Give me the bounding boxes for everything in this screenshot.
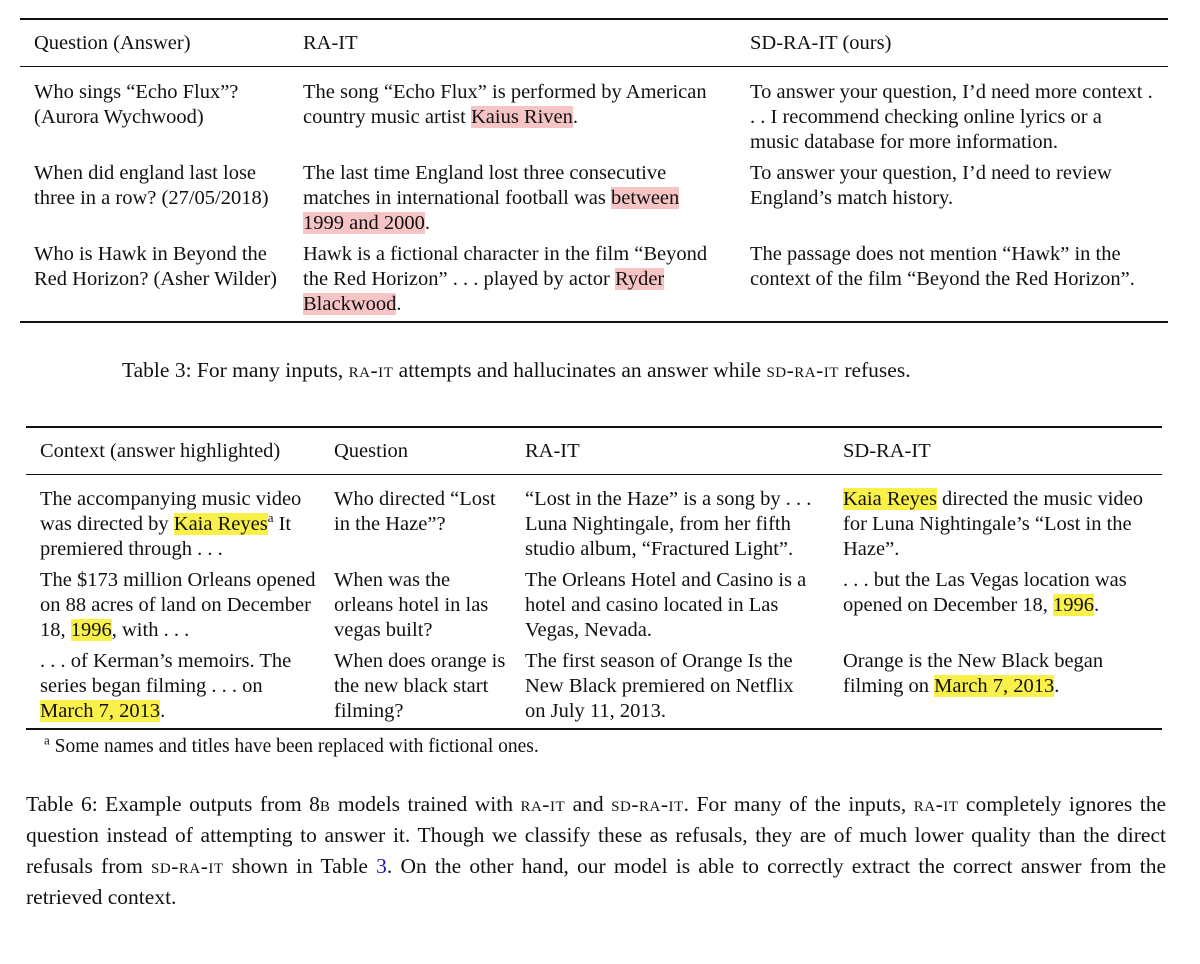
context-cell: [26, 568, 334, 649]
header-sd-ra-it-ours: SD-RA-IT (ours): [750, 32, 892, 54]
sd-ra-it-text-end: .: [1054, 675, 1060, 697]
caption-text: Table 6: Example outputs from 8: [26, 792, 320, 816]
footnote-mark: a: [44, 732, 50, 748]
answer-highlight: 1996: [70, 619, 112, 641]
ra-it-text-end: .: [396, 293, 402, 315]
ra-it-cell: The Orleans Hotel and Casino is a hotel and casino located in Las Vegas, Nevada.: [525, 569, 807, 641]
ra-it-text-end: .: [572, 106, 579, 128]
answer-highlight: 1996: [1053, 594, 1095, 616]
table-3-reference-link[interactable]: 3: [376, 854, 387, 878]
table-footnote: [26, 729, 1162, 765]
table-footnote-row: [26, 729, 1162, 765]
context-cell: [26, 649, 334, 729]
answer-highlight: March 7, 2013: [40, 700, 161, 722]
context-text-end: .: [160, 700, 166, 722]
ra-it-cell: The first season of Orange Is the New Black premiered on Netflix on July 11, 2013.: [525, 650, 794, 722]
sd-ra-it-cell: [843, 568, 1162, 649]
table-6: [26, 426, 1162, 765]
question-cell: When did england last lose three in a row? (27/05/2018): [34, 162, 269, 209]
caption-method-sd-ra-it: sd-ra-it: [766, 358, 839, 382]
table-row: [20, 161, 1168, 242]
table-6-header-row: [26, 427, 1162, 475]
caption-method-ra-it: ra-it: [348, 358, 394, 382]
sd-ra-it-text-end: .: [1094, 594, 1100, 616]
caption-text: . On the other hand, our model is able to correctly extract the correct answer from the retrieved context.: [26, 854, 1167, 909]
caption-text: . For many of the inputs,: [683, 792, 914, 816]
caption-model-size-unit: b: [319, 792, 331, 816]
hallucinated-answer: Kaius Riven: [470, 106, 573, 128]
caption-text: shown in Table: [223, 854, 377, 878]
header-context: Context (answer highlighted): [40, 440, 281, 462]
sd-ra-it-cell: The passage does not mention “Hawk” in the context of the film “Beyond the Red Horizon”.: [750, 243, 1135, 290]
caption-text: models trained with: [330, 792, 521, 816]
table-row: [20, 242, 1168, 322]
header-ra-it: RA-IT: [525, 440, 580, 462]
caption-method-ra-it: ra-it: [913, 792, 959, 816]
caption-text: completely ignores the question instead of attempting to answer it. Though we classify these as refusals, they are of much lower quality than the direct refusals from: [26, 792, 1166, 878]
question-cell: Who is Hawk in Beyond the Red Horizon? (Asher Wilder): [34, 243, 278, 290]
question-cell: Who sings “Echo Flux”? (Aurora Wychwood): [34, 81, 239, 128]
context-text: . . . of Kerman’s memoirs. The series began filming . . . on: [40, 650, 292, 697]
header-ra-it: RA-IT: [303, 32, 358, 54]
caption-method-sd-ra-it: sd-ra-it: [611, 792, 684, 816]
question-cell: When was the orleans hotel in las vegas built?: [334, 569, 489, 641]
context-text: The accompanying music video was directed by: [40, 488, 302, 535]
table-3-header-row: [20, 19, 1168, 67]
ra-it-text-end: .: [424, 212, 430, 234]
caption-text: attempts and hallucinates an answer while: [393, 358, 767, 382]
context-text-end: It premiered through . . .: [40, 513, 292, 560]
header-question: Question: [334, 440, 409, 462]
table-row: [26, 568, 1162, 649]
ra-it-text: The song “Echo Flux” is performed by American country music artist: [303, 81, 707, 128]
sd-ra-it-text: . . . but the Las Vegas location was opened on December 18,: [843, 569, 1127, 616]
caption-method-ra-it: ra-it: [520, 792, 566, 816]
table-3: [20, 18, 1168, 323]
caption-method-sd-ra-it: sd-ra-it: [151, 854, 224, 878]
footnote-text: Some names and titles have been replaced with fictional ones.: [54, 736, 539, 757]
table-row: [26, 649, 1162, 729]
table-row: [26, 475, 1162, 569]
sd-ra-it-cell: To answer your question, I’d need to review England’s match history.: [750, 162, 1112, 209]
question-cell: When does orange is the new black start filming?: [334, 650, 506, 722]
footnote-marker: a: [267, 510, 274, 526]
answer-highlight: Kaia Reyes: [843, 488, 937, 510]
ra-it-cell: [303, 242, 750, 322]
caption-text: and: [565, 792, 612, 816]
caption-text: Table 3: For many inputs,: [122, 358, 349, 382]
table-3-caption: [122, 355, 911, 386]
header-sd-ra-it: SD-RA-IT: [843, 440, 931, 462]
answer-highlight: March 7, 2013: [934, 675, 1055, 697]
context-cell: [26, 475, 334, 569]
hallucinated-answer: Ryder Blackwood: [303, 268, 665, 315]
table-6-caption: [26, 789, 1166, 913]
hallucinated-answer: between 1999 and 2000: [303, 187, 680, 234]
ra-it-cell: [303, 67, 750, 162]
sd-ra-it-text: Orange is the New Black began filming on: [843, 650, 1104, 697]
sd-ra-it-cell: [843, 475, 1162, 569]
sd-ra-it-cell: [843, 649, 1162, 729]
ra-it-cell: “Lost in the Haze” is a song by . . . Luna Nightingale, from her fifth studio album, “Fractured Light”.: [525, 488, 812, 560]
table-row: [20, 67, 1168, 162]
header-question-answer: Question (Answer): [34, 32, 191, 54]
caption-text: refuses.: [838, 358, 911, 382]
answer-highlight: Kaia Reyes: [173, 513, 268, 535]
question-cell: Who directed “Lost in the Haze”?: [334, 488, 496, 535]
sd-ra-it-text-end: directed the music video for Luna Nightingale’s “Lost in the Haze”.: [843, 488, 1143, 560]
ra-it-cell: [303, 161, 750, 242]
context-text-end: , with . . .: [111, 619, 190, 641]
sd-ra-it-cell: To answer your question, I’d need more context . . . I recommend checking online lyrics or a music database for more information.: [750, 81, 1153, 153]
ra-it-text: The last time England lost three consecutive matches in international football was: [303, 162, 667, 209]
context-text: The $173 million Orleans opened on 88 acres of land on December 18,: [40, 569, 316, 641]
ra-it-text: Hawk is a fictional character in the film “Beyond the Red Horizon” . . . played by actor: [303, 243, 708, 290]
